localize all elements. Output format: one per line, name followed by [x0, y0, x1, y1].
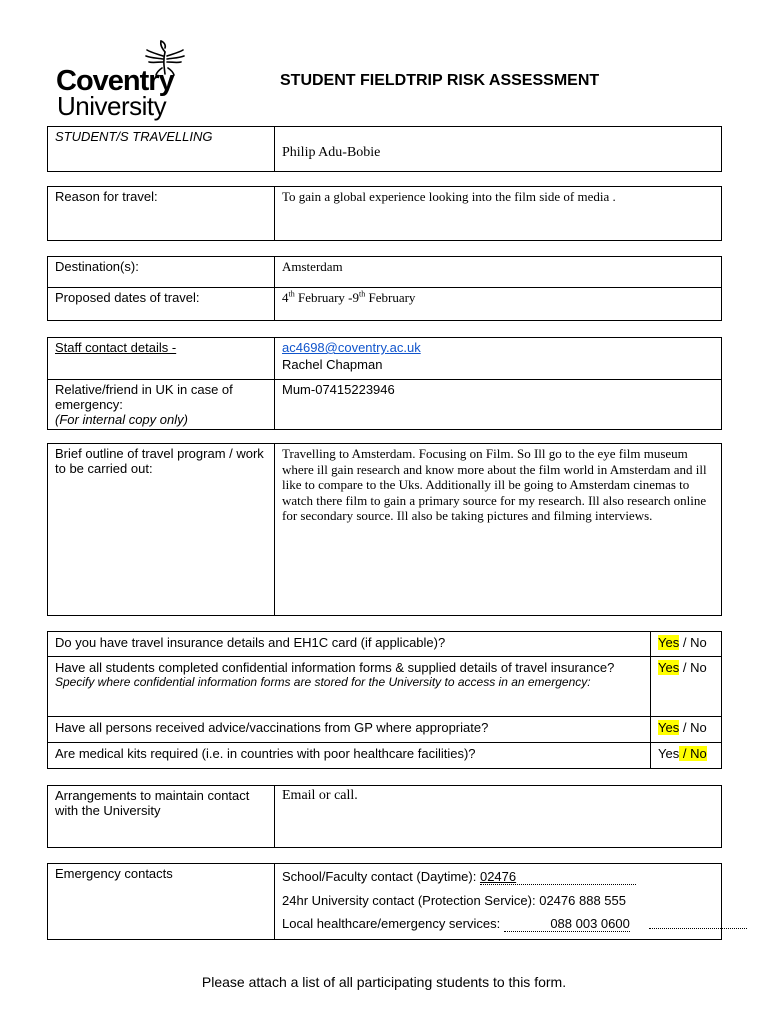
answer-no[interactable]: No	[690, 635, 707, 650]
question-2-cell	[48, 657, 651, 717]
reason-label: Reason for travel:	[48, 187, 275, 241]
dates-sup2: th	[359, 289, 366, 299]
arrangements-table	[47, 785, 722, 848]
emergency-label: Emergency contacts	[48, 864, 275, 940]
relative-label-cell	[48, 380, 275, 430]
destination-table	[47, 256, 722, 321]
dates-label: Proposed dates of travel:	[48, 288, 275, 321]
outline-label: Brief outline of travel program / work to be carried out:	[48, 444, 275, 616]
students-value: Philip Adu-Bobie	[282, 145, 381, 160]
reason-table	[47, 186, 722, 241]
relative-note: (For internal copy only)	[55, 412, 188, 427]
answer-yes[interactable]: Yes	[658, 720, 680, 735]
staff-email-link[interactable]: ac4698@coventry.ac.uk	[282, 340, 421, 355]
outline-value[interactable]: Travelling to Amsterdam. Focusing on Film. So Ill go to the eye film museum where ill gain research and know more about the film world in Amsterdam and ill like to compare to the Uks. Additionally ill be going to Amsterdam cinemas to watch there film to gain a primary source for my research. Ill also research online for secondary source. Ill also be taking pictures and filming interviews.	[275, 444, 722, 616]
question-2-answer[interactable]	[651, 657, 722, 717]
answer-yes[interactable]: Yes	[658, 746, 680, 761]
school-contact-value[interactable]: 02476	[480, 869, 636, 885]
dates-sup1: th	[288, 289, 295, 299]
answer-no[interactable]: No	[690, 720, 707, 735]
question-4-text: Are medical kits required (i.e. in countries with poor healthcare facilities)?	[48, 743, 651, 769]
dates-text2: February	[365, 290, 416, 305]
answer-separator: /	[679, 720, 691, 735]
dotted-leader-line	[649, 928, 747, 929]
footer-note: Please attach a list of all participating students to this form.	[201, 974, 567, 990]
dates-value[interactable]	[275, 288, 722, 321]
answer-yes[interactable]: Yes	[658, 660, 680, 675]
arrangements-value[interactable]: Email or call.	[275, 786, 722, 848]
page-title: STUDENT FIELDTRIP RISK ASSESSMENT	[280, 72, 600, 89]
school-contact-label: School/Faculty contact (Daytime):	[282, 869, 480, 884]
checklist-table	[47, 631, 722, 769]
logo-coventry-text: Coventry	[56, 65, 174, 97]
question-3-answer[interactable]	[651, 717, 722, 743]
answer-yes[interactable]: Yes	[658, 635, 680, 650]
question-2-note: Specify where confidential information forms are stored for the University to access in an emergency:	[55, 675, 591, 689]
destination-label: Destination(s):	[48, 257, 275, 288]
dates-text1: February -9	[294, 290, 359, 305]
arrangements-label: Arrangements to maintain contact with the University	[48, 786, 275, 848]
staff-label	[48, 338, 275, 380]
answer-separator: /	[679, 635, 691, 650]
answer-no[interactable]: No	[690, 746, 707, 761]
students-table	[47, 126, 722, 172]
question-1-answer[interactable]	[651, 632, 722, 657]
university-contact-value[interactable]: 02476 888 555	[539, 893, 626, 908]
question-3-text: Have all persons received advice/vaccinations from GP where appropriate?	[48, 717, 651, 743]
answer-separator: /	[679, 660, 691, 675]
students-value-cell[interactable]	[275, 127, 722, 172]
university-contact-label: 24hr University contact (Protection Service):	[282, 893, 540, 908]
contacts-table	[47, 337, 722, 430]
staff-value-cell	[275, 338, 722, 380]
outline-table	[47, 443, 722, 616]
dates-day1: 4	[282, 290, 289, 305]
staff-name: Rachel Chapman	[282, 357, 383, 372]
local-services-value[interactable]: 088 003 0600	[504, 916, 630, 932]
relative-value[interactable]: Mum-07415223946	[275, 380, 722, 430]
reason-value[interactable]: To gain a global experience looking into the film side of media .	[275, 187, 722, 241]
answer-no[interactable]: No	[690, 660, 707, 675]
local-services-label: Local healthcare/emergency services:	[282, 916, 504, 931]
students-label: STUDENT/S TRAVELLING	[48, 127, 275, 172]
question-1-text: Do you have travel insurance details and EH1C card (if applicable)?	[48, 632, 651, 657]
emergency-table	[47, 863, 722, 940]
relative-label: Relative/friend in UK in case of emergency:	[55, 382, 233, 412]
university-contact-line	[282, 890, 714, 913]
question-2-text: Have all students completed confidential information forms & supplied details of travel insurance?	[55, 660, 615, 675]
staff-label-text: Staff contact details -	[55, 340, 177, 355]
local-services-line	[282, 913, 714, 937]
destination-value[interactable]: Amsterdam	[275, 257, 722, 288]
question-4-answer[interactable]	[651, 743, 722, 769]
logo-university-text: University	[57, 91, 167, 121]
school-contact-line	[282, 866, 714, 890]
answer-separator: /	[679, 746, 691, 761]
